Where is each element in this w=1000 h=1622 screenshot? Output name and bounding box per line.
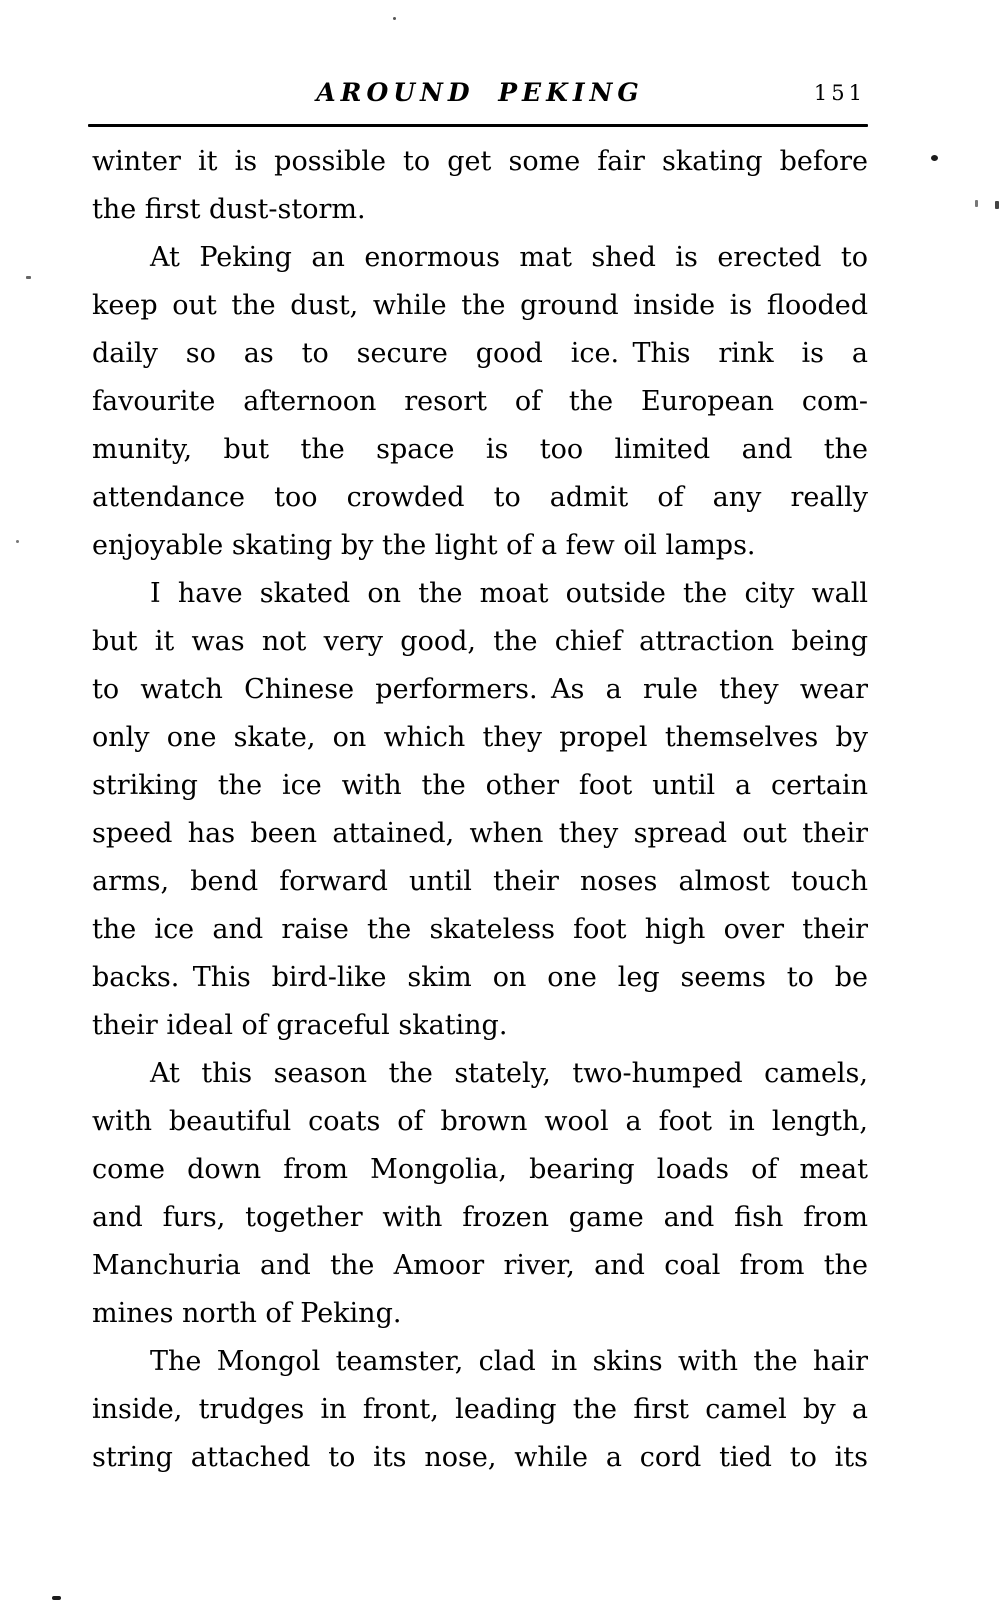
scan-speck: [931, 155, 938, 161]
text-line: arms, bend forward until their noses almost touch: [92, 866, 868, 897]
text-body: [92, 138, 868, 1482]
paragraph: [92, 1338, 868, 1482]
text-line: string attached to its nose, while a cord tied to its: [92, 1442, 868, 1473]
text-line: winter it is possible to get some fair skating before: [92, 146, 868, 177]
text-line: the first dust-storm.: [92, 194, 366, 225]
text-line: but it was not very good, the chief attraction being: [92, 626, 868, 657]
text-line: the ice and raise the skateless foot high over their: [92, 914, 868, 945]
scan-speck: [52, 1596, 61, 1600]
paragraph: [92, 1050, 868, 1338]
text-line: their ideal of graceful skating.: [92, 1010, 508, 1041]
text-line: backs. This bird-like skim on one leg seems to be: [92, 962, 868, 993]
text-line: come down from Mongolia, bearing loads of meat: [92, 1154, 868, 1185]
text-line: Manchuria and the Amoor river, and coal from the: [92, 1250, 868, 1281]
text-line: only one skate, on which they propel themselves by: [92, 722, 868, 753]
text-line: keep out the dust, while the ground inside is flooded: [92, 290, 868, 321]
text-line: enjoyable skating by the light of a few oil lamps.: [92, 530, 756, 561]
scan-speck: [995, 201, 999, 209]
text-line: attendance too crowded to admit of any really: [92, 482, 868, 513]
text-line: to watch Chinese performers. As a rule they wear: [92, 674, 868, 705]
text-line: daily so as to secure good ice. This rink is a: [92, 338, 868, 369]
text-line: At this season the stately, two-humped camels,: [150, 1058, 868, 1089]
paragraph: [92, 570, 868, 1050]
scan-speck: [393, 17, 396, 20]
scan-speck: [975, 200, 978, 207]
text-line: and furs, together with frozen game and fish from: [92, 1202, 868, 1233]
paragraph: [92, 234, 868, 570]
text-line: I have skated on the moat outside the city wall: [150, 578, 868, 609]
scan-speck: [16, 540, 19, 543]
text-line: At Peking an enormous mat shed is erected to: [150, 242, 868, 273]
header-rule: [88, 124, 868, 127]
text-line: favourite afternoon resort of the European com-: [92, 386, 868, 417]
paragraph: [92, 138, 868, 234]
text-line: speed has been attained, when they spread out their: [92, 818, 868, 849]
scan-speck: [26, 276, 31, 279]
page-number: 151: [813, 81, 866, 105]
text-line: with beautiful coats of brown wool a foot in length,: [92, 1106, 868, 1137]
running-head: [92, 78, 868, 112]
text-line: inside, trudges in front, leading the first camel by a: [92, 1394, 868, 1425]
text-line: mines north of Peking.: [92, 1298, 402, 1329]
text-line: striking the ice with the other foot until a certain: [92, 770, 868, 801]
text-line: munity, but the space is too limited and the: [92, 434, 868, 465]
text-line: The Mongol teamster, clad in skins with the hair: [150, 1346, 868, 1377]
page-title: AROUND PEKING: [316, 78, 644, 107]
